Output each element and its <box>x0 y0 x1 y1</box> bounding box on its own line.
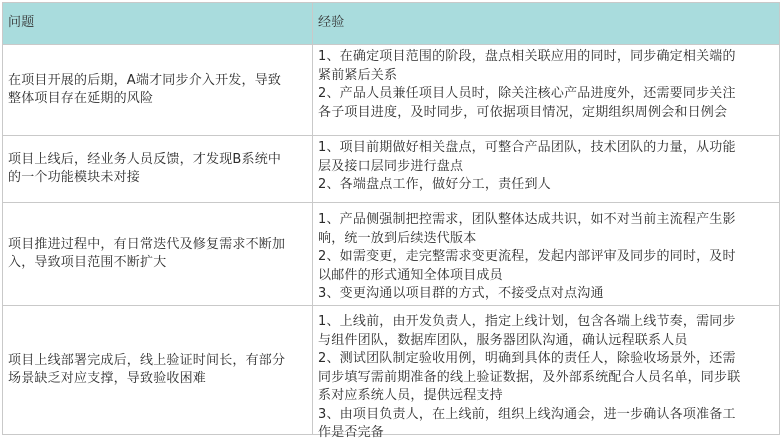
experience-line: 系对应系统人员，提供远程支持 <box>318 388 503 403</box>
table-row <box>3 305 779 440</box>
header-problem: 问题 <box>3 3 313 44</box>
experience-line: 3、变更沟通以项目群的方式，不接受点对点沟通 <box>318 286 604 301</box>
experience-line: 1、上线前，由开发负责人，指定上线计划，包含各端上线节奏，需同步 <box>318 314 736 329</box>
table-header-row <box>3 3 779 44</box>
experience-cell <box>313 203 779 305</box>
experience-cell <box>313 136 779 202</box>
problem-line: 整体项目存在延期的风险 <box>8 91 154 106</box>
table-row <box>3 44 779 135</box>
experience-line: 层及接口层同步进行盘点 <box>318 158 464 174</box>
problem-cell <box>3 45 313 135</box>
experience-cell <box>313 45 779 135</box>
header-experience: 经验 <box>318 15 345 31</box>
problem-cell <box>3 203 313 305</box>
problem-line: 项目推进过程中，有日常迭代及修复需求不断加 <box>8 236 286 252</box>
experience-table <box>2 2 780 440</box>
experience-line: 响，统一放到后续迭代版本 <box>318 230 477 246</box>
problem-line: 的一个功能模块未对接 <box>8 170 141 185</box>
problem-line: 项目上线后，经业务人员反馈，才发现B系统中 <box>8 151 282 167</box>
experience-line: 2、产品人员兼任项目人员时，除关注核心产品进度外，还需要同步关注 <box>318 86 736 101</box>
experience-line: 2、测试团队制定验收用例，明确到具体的责任人，除验收场景外，还需 <box>318 351 736 366</box>
problem-line: 项目上线部署完成后，线上验证时间长，有部分 <box>8 352 286 368</box>
table-row <box>3 135 779 202</box>
experience-line: 同步填写需前期准备的线上验证数据，及外部系统配合人员名单，同步联 <box>318 369 741 385</box>
experience-line: 1、在确定项目范围的阶段，盘点相关联应用的同时，同步确定相关端的 <box>318 49 736 64</box>
table-row <box>3 202 779 305</box>
problem-line: 场景缺乏对应支撑，导致验收困难 <box>8 371 207 386</box>
problem-cell <box>3 306 313 434</box>
experience-line: 各子项目进度，及时同步，可依据项目情况，定期组织周例会和日例会 <box>318 104 728 120</box>
problem-line: 入，导致项目范围不断扩大 <box>8 255 167 270</box>
experience-line: 3、由项目负责人，在上线前，组织上线沟通会，进一步确认各项准备工 <box>318 406 736 422</box>
problem-line: 在项目开展的后期，A端才同步介入开发，导致 <box>8 72 282 88</box>
problem-cell <box>3 136 313 202</box>
experience-line: 以邮件的形式通知全体项目成员 <box>318 267 503 283</box>
experience-line: 与组件团队，数据库团队，服务器团队沟通，确认远程联系人员 <box>318 332 688 348</box>
experience-line: 2、如需变更，走完整需求变更流程，发起内部评审及同步的同时，及时 <box>318 249 736 264</box>
experience-line: 1、项目前期做好相关盘点，可整合产品团队，技术团队的力量，从功能 <box>318 140 736 155</box>
experience-cell <box>313 306 779 440</box>
experience-line: 紧前紧后关系 <box>318 67 398 83</box>
experience-line: 2、各端盘点工作，做好分工，责任到人 <box>318 177 551 192</box>
experience-line: 1、产品侧强制把控需求，团队整体达成共识，如不对当前主流程产生影 <box>318 212 736 227</box>
experience-line: 作是否完备 <box>318 425 385 440</box>
